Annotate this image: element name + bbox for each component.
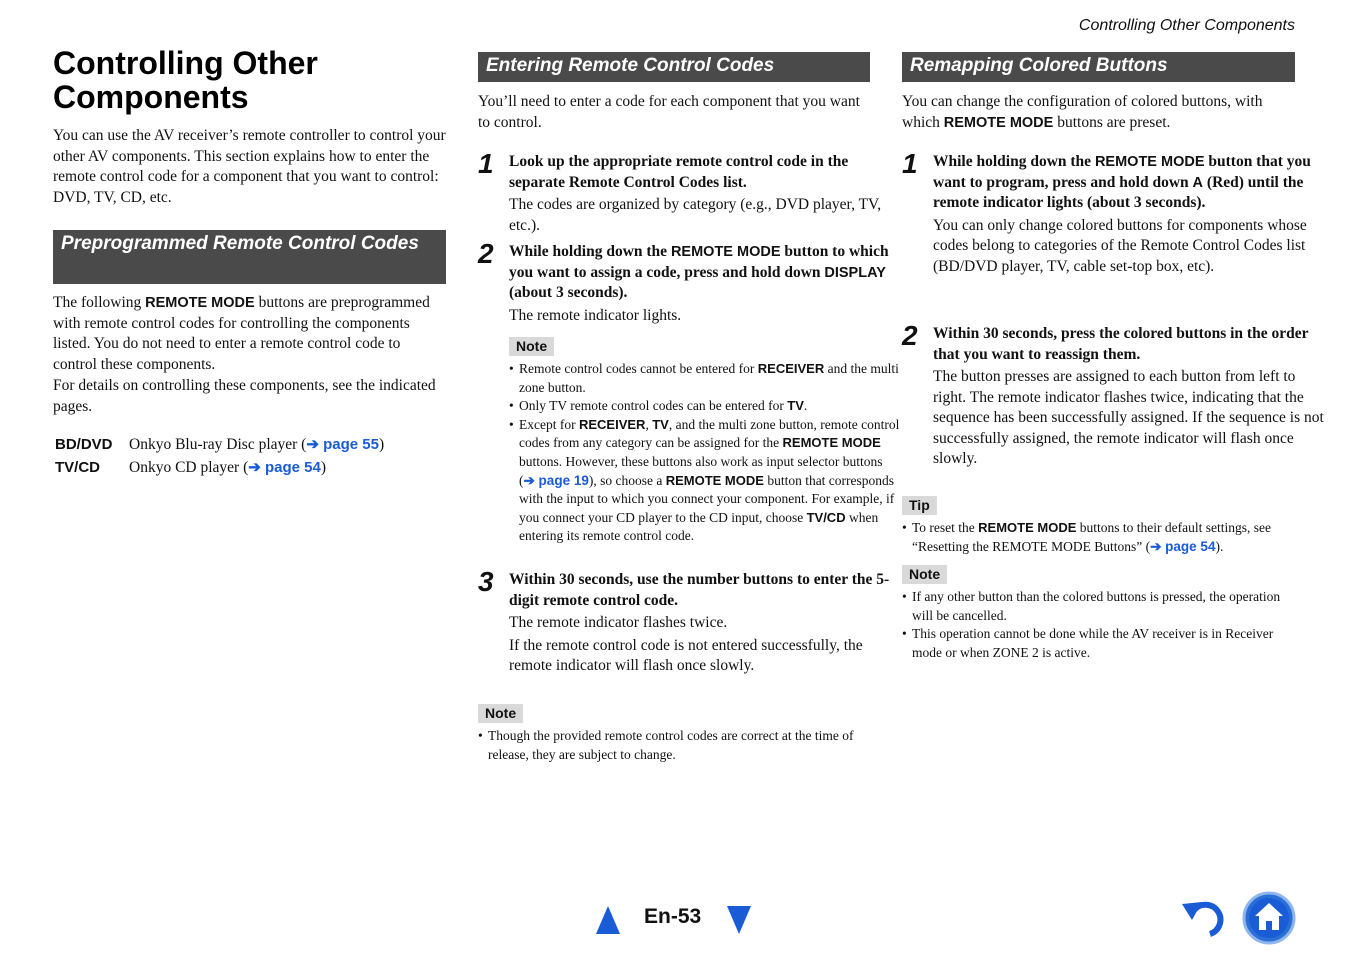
preprogrammed-table (53, 433, 384, 479)
preprogrammed-details: For details on controlling these components, see the indicated pages. (53, 377, 436, 415)
page-number: En-53 (644, 905, 702, 928)
step-desc: The remote indicator lights. (509, 306, 682, 324)
intro-text: You can use the AV receiver’s remote controller to control your other AV components. This section explains how to enter the remote control code for a component that you want to control: DVD, TV, CD, etc. (53, 127, 446, 206)
step-2 (902, 320, 1326, 470)
preprogrammed-paragraph: The following REMOTE MODE buttons are preprogrammed with remote control codes for controlling the components listed. You do not need to enter a remote control code to control these components. (53, 294, 430, 373)
remote-mode-keyword: REMOTE MODE (145, 295, 255, 311)
step-desc: If the remote control code is not entered successfully, the remote indicator will flash once slowly. (509, 636, 863, 674)
back-icon[interactable] (1180, 896, 1230, 940)
step-number: 3 (478, 566, 494, 597)
list-item: • Though the provided remote control codes are correct at the time of release, they are subject to change. (478, 727, 870, 764)
previous-page-icon[interactable] (596, 906, 620, 934)
step-desc: The button presses are assigned to each button from left to right. The remote indicator flashes twice, indicating that the sequence has been successfully assigned. If the sequence is not successfully assigned, the remote indicator will flash once slowly. (933, 368, 1324, 467)
bottom-note (478, 704, 870, 764)
note-list (478, 727, 870, 764)
remapping-intro: You can change the configuration of colored buttons, with which REMOTE MODE buttons are preset. (902, 93, 1263, 131)
row-key: BD/DVD (55, 436, 113, 453)
table-row (53, 433, 384, 456)
step-3 (478, 566, 901, 677)
table-row (53, 456, 384, 479)
page-link[interactable]: ➔ page 54 (1150, 538, 1216, 554)
step-title: While holding down the REMOTE MODE button to which you want to assign a code, press and hold down DISPLAY (about 3 seconds). (509, 243, 889, 301)
step-title: Within 30 seconds, press the colored buttons in the order that you want to reassign them. (933, 325, 1309, 363)
step-1 (478, 148, 901, 236)
note-list (902, 588, 1295, 662)
list-item: • Only TV remote control codes can be entered for TV. (509, 397, 901, 416)
note-label: Note (509, 337, 554, 356)
step-number: 1 (902, 148, 918, 179)
step-2 (478, 238, 901, 546)
list-item: • This operation cannot be done while the AV receiver is in Receiver mode or when ZONE 2 is active. (902, 625, 1295, 662)
entering-intro: You’ll need to enter a code for each component that you want to control. (478, 93, 860, 131)
running-header: Controlling Other Components (1078, 17, 1295, 34)
next-page-icon[interactable] (727, 906, 751, 934)
tip-label: Tip (902, 496, 937, 515)
note-label: Note (478, 704, 523, 723)
step-desc: The remote indicator flashes twice. (509, 614, 728, 631)
row-desc: Onkyo CD player (➔ page 54) (129, 459, 327, 476)
note-label: Note (902, 565, 947, 584)
list-item: • If any other button than the colored buttons is pressed, the operation will be cancelled. (902, 588, 1295, 625)
step-1 (902, 148, 1326, 277)
section-heading-remapping: Remapping Colored Buttons (902, 52, 1295, 82)
list-item: • Except for RECEIVER, TV, and the multi zone button, remote control codes from any category can be assigned for the REMOTE MODE buttons. However, these buttons also work as input selector buttons (➔ page 19), so choose a REMOTE MODE button that corresponds with the input to which you connect your component. For example, if you connect your CD player to the CD input, choose TV/CD when entering its remote control code. (509, 416, 901, 546)
step-title: Within 30 seconds, use the number buttons to enter the 5-digit remote control code. (509, 571, 890, 609)
list-item: • To reset the REMOTE MODE buttons to their default settings, see “Resetting the REMOTE MODE Buttons” (➔ page 54). (902, 519, 1295, 556)
tip-box (902, 496, 1295, 556)
preprogrammed-body (53, 293, 446, 479)
step-title: While holding down the REMOTE MODE button that you want to program, press and hold down A (Red) until the remote indicator lights (about 3 seconds). (933, 153, 1311, 211)
row-desc: Onkyo Blu-ray Disc player (➔ page 55) (129, 436, 385, 453)
step-number: 1 (478, 148, 494, 179)
tip-list (902, 519, 1295, 556)
list-item: • Remote control codes cannot be entered for RECEIVER and the multi zone button. (509, 360, 901, 397)
note-list (509, 360, 901, 546)
row-key: TV/CD (55, 459, 100, 476)
page-link[interactable]: ➔ page 54 (248, 459, 321, 476)
note-box (509, 337, 901, 546)
home-icon[interactable] (1242, 891, 1296, 945)
step-desc: You can only change colored buttons for components whose codes belong to categories of the Remote Control Codes list (BD/DVD player, TV, cable set-top box, etc). (933, 216, 1307, 275)
section-heading-preprogrammed: Preprogrammed Remote Control Codes (53, 230, 446, 284)
step-title: Look up the appropriate remote control code in the separate Remote Control Codes list. (509, 153, 849, 191)
step-desc: The codes are organized by category (e.g., DVD player, TV, etc.). (509, 196, 882, 234)
step-number: 2 (902, 320, 918, 351)
page-link[interactable]: ➔ page 55 (306, 436, 379, 453)
page-title: Controlling Other Components (53, 45, 318, 115)
page-link[interactable]: ➔ page 19 (523, 472, 589, 488)
step-number: 2 (478, 238, 494, 269)
note-box (902, 565, 1295, 662)
section-heading-entering: Entering Remote Control Codes (478, 52, 870, 82)
